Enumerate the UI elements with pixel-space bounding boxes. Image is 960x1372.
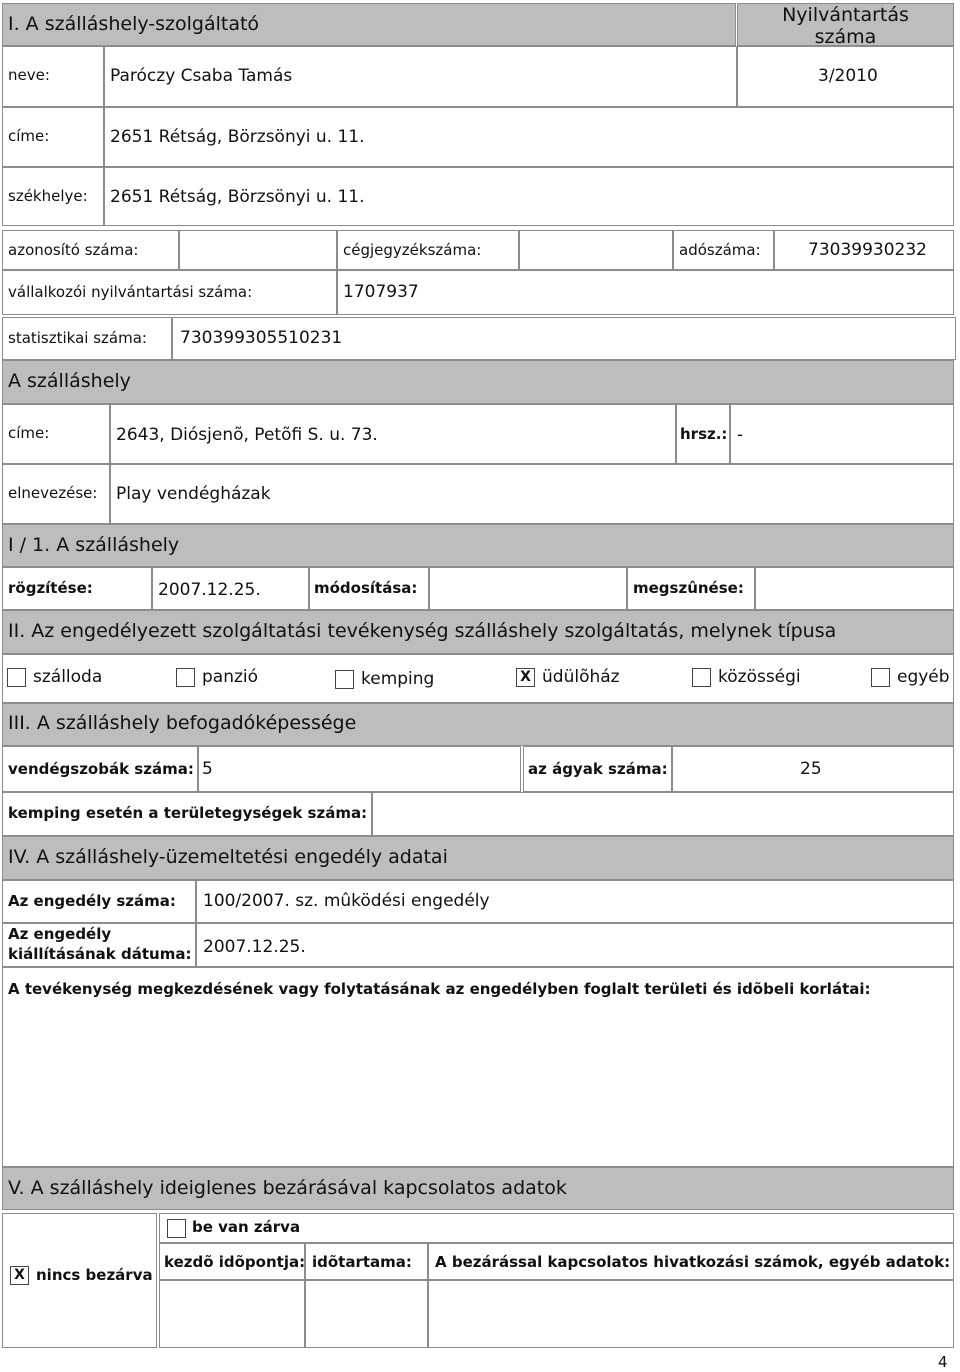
registration-number-heading-line-2: száma — [814, 26, 877, 48]
beds-value: 25 — [800, 759, 822, 779]
address-value: 2651 Rétság, Börzsönyi u. 11. — [110, 127, 365, 147]
acc-address-value: 2643, Diósjenõ, Petõfi S. u. 73. — [116, 425, 378, 445]
terminated-label: megszûnése: — [633, 579, 744, 597]
reference-label: A bezárással kapcsolatos hivatkozási számok, egyéb adatok: — [435, 1253, 951, 1271]
terminated-value-cell — [755, 567, 954, 610]
not-closed-label: nincs bezárva — [36, 1266, 153, 1284]
company-reg-label: cégjegyzékszáma: — [343, 241, 482, 259]
reference-value-cell — [428, 1280, 954, 1348]
section-5-title: V. A szálláshely ideiglenes bezárásával kapcsolatos adatok — [8, 1177, 567, 1199]
type-community-checkbox[interactable] — [692, 668, 711, 687]
statistical-number-label: statisztikai száma: — [8, 329, 147, 347]
acc-name-label: elnevezése: — [8, 484, 98, 502]
seat-label: székhelye: — [8, 187, 88, 205]
type-hotel-checkbox[interactable] — [7, 668, 26, 687]
type-pension-label: panzió — [202, 667, 259, 687]
lot-number-value: - — [737, 425, 744, 445]
not-closed-checkbox[interactable]: X — [10, 1266, 29, 1285]
section-1-1-title: I / 1. A szálláshely — [8, 534, 180, 556]
page-number: 4 — [938, 1353, 948, 1371]
camping-units-value-cell — [372, 792, 954, 836]
statistical-number-value: 730399305510231 — [180, 328, 343, 348]
id-number-label: azonosító száma: — [8, 241, 139, 259]
section-3-title: III. A szálláshely befogadóképessége — [8, 712, 357, 734]
acc-name-value: Play vendégházak — [116, 484, 271, 504]
start-date-value-cell — [159, 1280, 305, 1348]
start-date-label: kezdõ idõpontja: — [164, 1253, 306, 1271]
accommodation-header — [2, 360, 954, 404]
accommodation-type-row — [2, 654, 954, 703]
recorded-value: 2007.12.25. — [158, 580, 261, 600]
seat-value: 2651 Rétság, Börzsönyi u. 11. — [110, 187, 365, 207]
closed-checkbox[interactable] — [167, 1219, 186, 1238]
entrepreneur-reg-value-cell — [337, 270, 954, 315]
type-camping-checkbox[interactable] — [335, 670, 354, 689]
name-label: neve: — [8, 66, 50, 84]
modified-value-cell — [429, 567, 627, 610]
restrictions-label: A tevékenység megkezdésének vagy folytatásának az engedélyben foglalt területi és idõbeli korlátai: — [8, 980, 871, 998]
permit-number-value: 100/2007. sz. mûködési engedély — [203, 891, 490, 911]
type-holiday-home-label: üdülõház — [542, 667, 620, 687]
id-number-value-cell — [179, 230, 337, 270]
lot-number-value-cell — [730, 404, 954, 464]
section-2-title: II. Az engedélyezett szolgáltatási tevékenység szálláshely szolgáltatás, melynek típusa — [8, 620, 837, 642]
tax-number-label: adószáma: — [679, 241, 761, 259]
registration-value: 3/2010 — [818, 66, 878, 86]
type-other-label: egyéb — [897, 667, 950, 687]
guest-rooms-value-cell — [198, 746, 521, 792]
type-other-checkbox[interactable] — [871, 668, 890, 687]
guest-rooms-value: 5 — [202, 759, 213, 779]
modified-label: módosítása: — [314, 579, 418, 597]
type-holiday-home-checkbox[interactable]: X — [516, 668, 535, 687]
acc-address-label: címe: — [8, 424, 50, 442]
duration-label: idõtartama: — [312, 1253, 412, 1271]
type-camping-label: kemping — [361, 669, 435, 689]
issue-date-value-cell — [196, 923, 954, 967]
type-community-label: közösségi — [718, 667, 801, 687]
entrepreneur-reg-value: 1707937 — [343, 282, 419, 302]
issue-date-value: 2007.12.25. — [203, 937, 306, 957]
tax-number-value: 73039930232 — [808, 240, 927, 260]
section-1-title: I. A szálláshely-szolgáltató — [8, 13, 260, 35]
type-hotel-label: szálloda — [33, 667, 103, 687]
issue-date-label-line-2: kiállításának dátuma: — [8, 945, 192, 963]
recorded-label: rögzítése: — [8, 579, 93, 597]
type-pension-checkbox[interactable] — [176, 668, 195, 687]
camping-units-label: kemping esetén a területegységek száma: — [8, 804, 368, 822]
registration-number-heading-line-1: Nyilvántartás — [782, 4, 909, 26]
section-4-title: IV. A szálláshely-üzemeltetési engedély adatai — [8, 846, 448, 868]
address-label: címe: — [8, 127, 50, 145]
lot-number-label: hrsz.: — [680, 425, 728, 443]
entrepreneur-reg-label: vállalkozói nyilvántartási száma: — [8, 283, 253, 301]
duration-value-cell — [305, 1280, 428, 1348]
guest-rooms-label: vendégszobák száma: — [8, 760, 194, 778]
issue-date-label-line-1: Az engedély — [8, 925, 112, 943]
permit-number-label: Az engedély száma: — [8, 892, 176, 910]
accommodation-title: A szálláshely — [8, 370, 131, 392]
beds-label: az ágyak száma: — [528, 760, 668, 778]
company-reg-value-cell — [519, 230, 673, 270]
name-value: Paróczy Csaba Tamás — [110, 66, 293, 86]
closed-label: be van zárva — [192, 1218, 301, 1236]
